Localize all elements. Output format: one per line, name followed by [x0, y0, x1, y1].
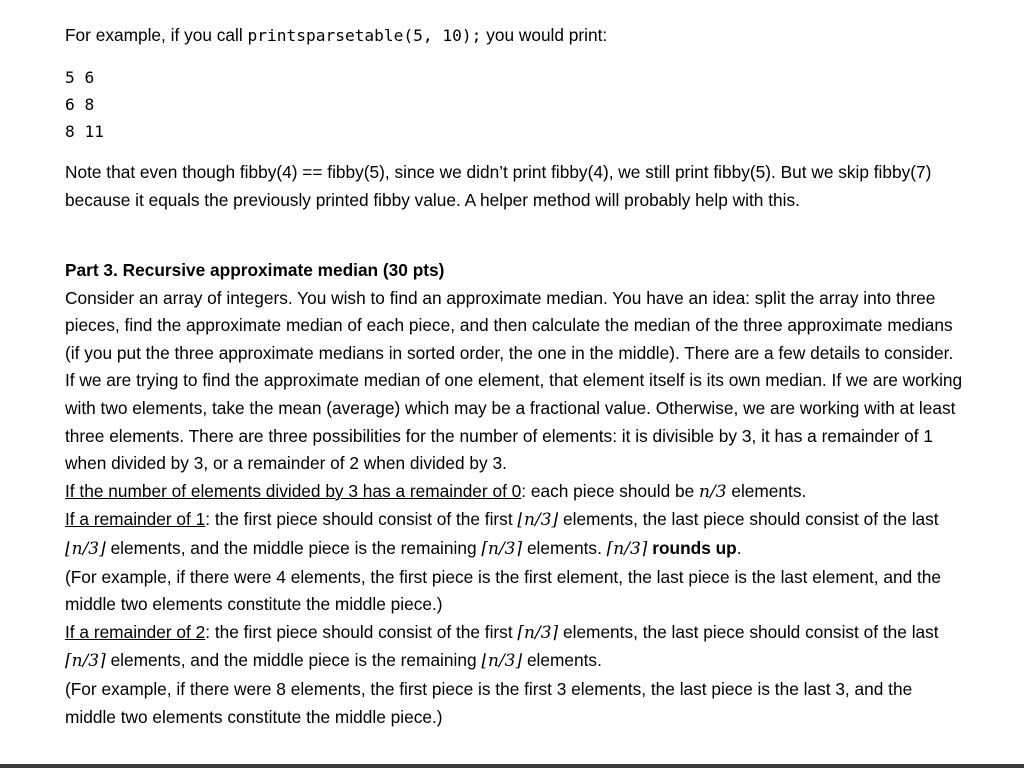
- case0-text: : each piece should be: [521, 480, 700, 501]
- case1-math-1: ⌊n/3⌋: [517, 510, 559, 531]
- case-remainder-0: [65, 478, 965, 507]
- bottom-divider: [0, 764, 1024, 768]
- note-paragraph: Note that even though fibby(4) == fibby(5), since we didn’t print fibby(4), we still print fibby(5). But we skip fibby(7) because it equals the previously printed fibby value. A helper method will probably help with this.: [65, 162, 932, 210]
- case1-example: (For example, if there were 4 elements, the first piece is the first element, the last piece is the last element, and the middle two elements constitute the middle piece.): [65, 566, 942, 615]
- output-line: 5 6: [65, 68, 95, 87]
- case1-text-1: : the first piece should consist of the first: [205, 509, 518, 530]
- case-remainder-2: [65, 619, 965, 676]
- intro-text-after: you would print:: [481, 25, 608, 45]
- case2-text-3: elements, and the middle piece is the remaining: [105, 650, 482, 671]
- case2-label: If a remainder of 2: [65, 621, 206, 642]
- case2-math-2: ⌈n/3⌉: [65, 651, 106, 672]
- case2-text-2: elements, the last piece should consist of the last: [558, 621, 939, 642]
- case1-text-3: elements, and the middle piece is the remaining: [105, 537, 482, 558]
- case2-text-1: : the first piece should consist of the first: [205, 621, 518, 642]
- case1-math-3: ⌈n/3⌉: [481, 538, 523, 559]
- case2-math-1: ⌈n/3⌉: [517, 622, 559, 643]
- case2-example: (For example, if there were 8 elements, the first piece is the first 3 elements, the last piece is the last 3, and the middle two elements constitute the middle piece.): [65, 678, 913, 727]
- part3-paragraph: Consider an array of integers. You wish to find an approximate median. You have an idea: split the array into three pieces, find the approximate median of each piece, and then calculate the median of the three approximate medians (if you put the three approximate medians in sorted order, the one in the middle). There are a few details to consider. If we are trying to find the approximate median of one element, that element itself is its own median. If we are working with two elements, take the mean (average) which may be a fractional value. Otherwise, we are working with at least three elements. There are three possibilities for the number of elements: it is divisible by 3, it has a remainder of 1 when divided by 3, or a remainder of 2 when divided by 3.: [65, 287, 963, 474]
- case1-bold: rounds up: [647, 537, 737, 558]
- part3-section: [65, 257, 965, 731]
- example-output: [65, 64, 104, 145]
- case0-label: If the number of elements divided by 3 has a remainder of 0: [65, 480, 522, 501]
- intro-text-before: For example, if you call: [65, 25, 248, 45]
- output-line: 6 8: [65, 95, 95, 114]
- intro-code: printsparsetable(5, 10);: [247, 26, 482, 45]
- case-remainder-1: [65, 506, 965, 563]
- case1-math-2: ⌊n/3⌋: [65, 538, 106, 559]
- intro-line: [65, 22, 607, 50]
- part3-heading: Part 3. Recursive approximate median (30 pts): [65, 260, 445, 280]
- output-line: 8 11: [65, 122, 104, 141]
- case1-math-4: ⌈n/3⌉: [606, 538, 648, 559]
- case1-text-5: .: [736, 537, 742, 558]
- case2-math-3: ⌊n/3⌋: [481, 651, 523, 672]
- case1-text-2: elements, the last piece should consist of the last: [558, 509, 939, 530]
- case1-text-4: elements.: [522, 537, 607, 558]
- case1-label: If a remainder of 1: [65, 509, 206, 530]
- case0-math: n/3: [699, 481, 727, 502]
- case2-text-4: elements.: [522, 650, 602, 671]
- case0-text-after: elements.: [726, 480, 807, 501]
